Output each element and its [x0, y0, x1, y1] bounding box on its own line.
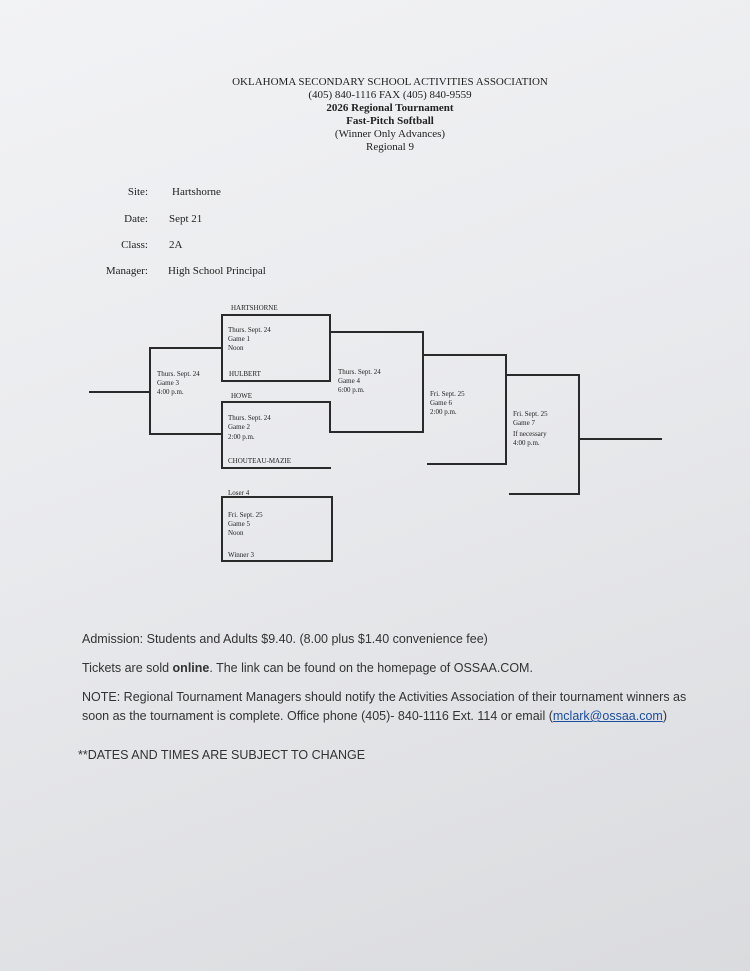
- bracket-line: [221, 496, 223, 562]
- loser-4-label: Loser 4: [228, 489, 250, 497]
- game-7-info: [513, 410, 548, 448]
- game-1-time: Noon: [228, 344, 244, 352]
- bracket-line: [329, 401, 331, 433]
- document-header: [200, 76, 580, 154]
- admission-text: Admission: Students and Adults $9.40. (8.00 plus $1.40 convenience fee): [82, 632, 488, 646]
- game-7-date: Fri. Sept. 25: [513, 410, 548, 418]
- class-value: 2A: [169, 239, 183, 251]
- bracket-line: [329, 331, 424, 333]
- bracket-line: [578, 438, 662, 440]
- org-name: OKLAHOMA SECONDARY SCHOOL ACTIVITIES ASSOCIATION: [232, 76, 548, 88]
- game-4-number: Game 4: [338, 377, 360, 385]
- regional-number: Regional 9: [366, 141, 414, 153]
- game-1-date: Thurs. Sept. 24: [228, 326, 271, 334]
- bracket-line: [221, 560, 333, 562]
- bracket-line: [427, 463, 507, 465]
- bracket-line: [149, 347, 223, 349]
- game-5-number: Game 5: [228, 520, 250, 528]
- game-2-date: Thurs. Sept. 24: [228, 414, 271, 422]
- date-label: Date:: [124, 213, 148, 225]
- bracket-line: [505, 374, 580, 376]
- game-2-info: [228, 414, 271, 442]
- game-3-date: Thurs. Sept. 24: [157, 370, 200, 378]
- game-1-number: Game 1: [228, 335, 250, 343]
- game-6-date: Fri. Sept. 25: [430, 390, 465, 398]
- bracket-line: [221, 380, 331, 382]
- bracket-line: [221, 401, 223, 469]
- game-7-time: 4:00 p.m.: [513, 439, 540, 447]
- date-value: Sept 21: [169, 213, 203, 225]
- game-6-number: Game 6: [430, 399, 452, 407]
- bracket-line: [221, 314, 331, 316]
- game-4-date: Thurs. Sept. 24: [338, 368, 381, 376]
- note-line-2-pre: soon as the tournament is complete. Office phone (405)- 840-1116 Ext. 114 or email (: [82, 709, 553, 723]
- team-hartshorne: HARTSHORNE: [231, 304, 278, 312]
- game-3-number: Game 3: [157, 379, 179, 387]
- game-3-info: [157, 370, 200, 397]
- team-howe: HOWE: [231, 392, 252, 400]
- bracket-line: [149, 433, 223, 435]
- bracket-line: [422, 331, 424, 433]
- game-5-info: [228, 511, 263, 538]
- note-line-2: [82, 709, 667, 723]
- bracket-line: [422, 354, 507, 356]
- game-5-time: Noon: [228, 529, 244, 537]
- game-2-number: Game 2: [228, 423, 250, 431]
- game-3-time: 4:00 p.m.: [157, 388, 184, 396]
- tournament-title: 2026 Regional Tournament: [326, 102, 454, 114]
- team-chouteau-mazie: CHOUTEAU-MAZIE: [228, 457, 291, 465]
- game-7-number: Game 7: [513, 419, 535, 427]
- bracket-line: [505, 354, 507, 465]
- bracket-line: [329, 314, 331, 382]
- game-4-info: [338, 368, 381, 395]
- manager-label: Manager:: [105, 265, 148, 277]
- bracket-line: [329, 431, 424, 433]
- bracket-line: [331, 496, 333, 562]
- site-label: Site:: [127, 186, 148, 198]
- game-6-time: 2:00 p.m.: [430, 408, 457, 416]
- advance-rule: (Winner Only Advances): [334, 128, 446, 140]
- disclaimer-text: **DATES AND TIMES ARE SUBJECT TO CHANGE: [78, 748, 366, 762]
- bracket-line: [578, 374, 580, 495]
- bracket-line: [89, 391, 151, 393]
- game-2-time: 2:00 p.m.: [228, 433, 255, 441]
- game-4-time: 6:00 p.m.: [338, 386, 365, 394]
- note-line-1: NOTE: Regional Tournament Managers should notify the Activities Association of their tournament winners as: [82, 690, 687, 704]
- tickets-pre: Tickets are sold: [82, 661, 173, 675]
- tickets-online: online: [172, 661, 210, 675]
- site-value: Hartshorne: [172, 186, 221, 198]
- game-5-date: Fri. Sept. 25: [228, 511, 263, 519]
- class-label: Class:: [121, 239, 148, 251]
- sport-title: Fast-Pitch Softball: [346, 115, 434, 127]
- manager-value: High School Principal: [168, 265, 266, 277]
- email-link[interactable]: mclark@ossaa.com: [552, 709, 663, 723]
- tickets-text: [82, 661, 533, 675]
- contact-line: (405) 840-1116 FAX (405) 840-9559: [308, 89, 472, 101]
- note-line-2-post: ): [662, 709, 667, 723]
- bracket-line: [221, 401, 331, 403]
- tickets-post: . The link can be found on the homepage of OSSAA.COM.: [209, 661, 533, 675]
- winner-3-label: Winner 3: [228, 551, 254, 559]
- bracket-line: [509, 493, 580, 495]
- game-7-note: If necessary: [513, 430, 547, 438]
- game-6-info: [430, 390, 465, 417]
- game-1-info: [228, 326, 271, 353]
- team-hulbert: HULBERT: [229, 370, 261, 378]
- bracket-line: [221, 467, 331, 469]
